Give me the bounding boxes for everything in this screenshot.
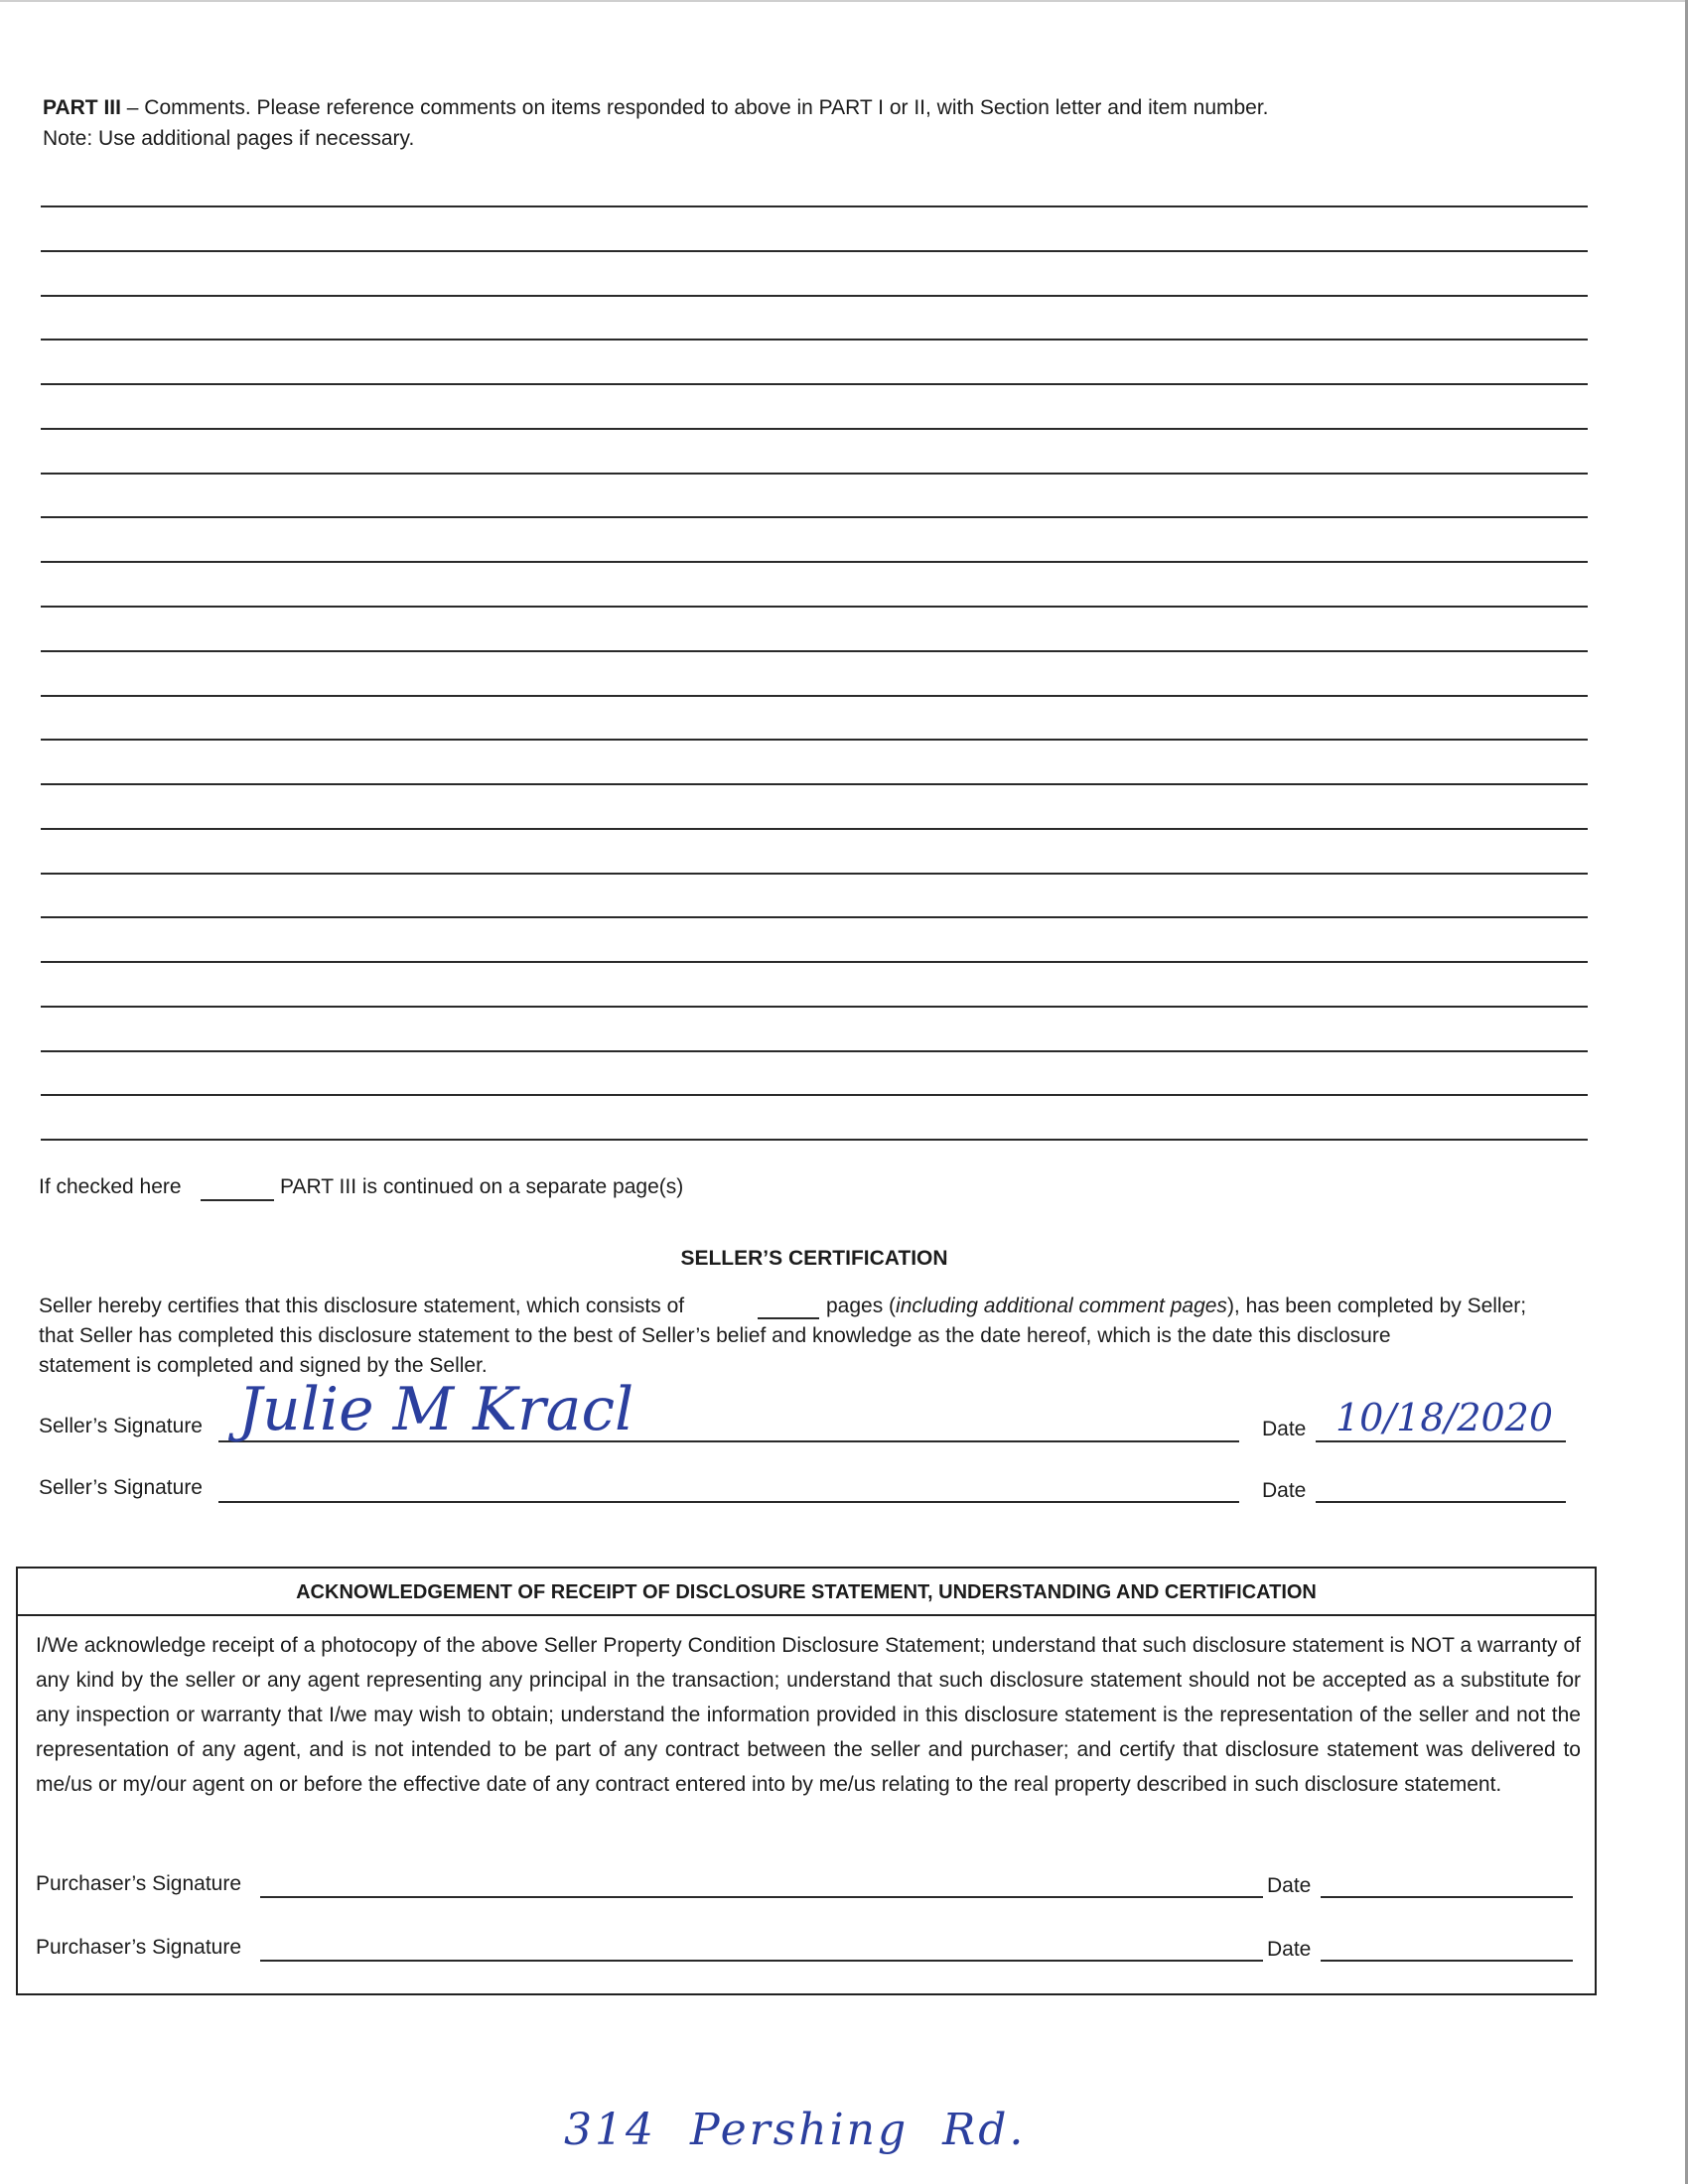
comment-line[interactable] bbox=[41, 695, 1588, 697]
comment-line[interactable] bbox=[41, 1050, 1588, 1052]
comment-line[interactable] bbox=[41, 783, 1588, 785]
certification-line-2: that Seller has completed this disclosure statement to the best of Seller’s belief and knowledge as the date hereof, which is the date this disclosure bbox=[39, 1324, 1391, 1347]
continuation-prefix: If checked here bbox=[39, 1175, 182, 1198]
certification-text-a: Seller hereby certifies that this disclosure statement, which consists of bbox=[39, 1295, 685, 1317]
comment-line[interactable] bbox=[41, 205, 1588, 207]
comment-line[interactable] bbox=[41, 250, 1588, 252]
part3-label: PART III bbox=[43, 96, 121, 119]
comment-line[interactable] bbox=[41, 516, 1588, 518]
certification-text-b: pages ( bbox=[826, 1295, 897, 1317]
seller-signature-label: Seller’s Signature bbox=[39, 1415, 203, 1437]
seller-signature-field-2[interactable] bbox=[218, 1501, 1239, 1503]
comment-line[interactable] bbox=[41, 1094, 1588, 1096]
seller-signature-handwritten: Julie M Kracl bbox=[238, 1375, 634, 1444]
comment-line[interactable] bbox=[41, 473, 1588, 475]
comment-line[interactable] bbox=[41, 606, 1588, 608]
certification-line-1b bbox=[826, 1293, 1526, 1320]
handwritten-address: 314 Pershing Rd. bbox=[564, 2105, 1027, 2155]
comment-line[interactable] bbox=[41, 650, 1588, 652]
certification-line-1 bbox=[39, 1293, 684, 1320]
comment-line[interactable] bbox=[41, 428, 1588, 430]
seller-date-label-2: Date bbox=[1262, 1479, 1307, 1502]
purchaser-date-label-2: Date bbox=[1267, 1938, 1312, 1961]
part3-note: Note: Use additional pages if necessary. bbox=[43, 127, 415, 150]
scan-top-edge bbox=[0, 0, 1688, 2]
comment-line[interactable] bbox=[41, 961, 1588, 963]
seller-date-field[interactable] bbox=[1316, 1440, 1566, 1442]
comment-line[interactable] bbox=[41, 873, 1588, 875]
part3-heading bbox=[43, 94, 1269, 122]
certification-text-c: ), has been completed by Seller; bbox=[1226, 1295, 1527, 1317]
seller-date-handwritten: 10/18/2020 bbox=[1336, 1396, 1554, 1439]
comment-line[interactable] bbox=[41, 1139, 1588, 1141]
purchaser-signature-label-2: Purchaser’s Signature bbox=[36, 1936, 242, 1959]
purchaser-date-field-2[interactable] bbox=[1321, 1960, 1573, 1962]
purchaser-signature-field-2[interactable] bbox=[260, 1960, 1263, 1962]
acknowledgement-box bbox=[16, 1567, 1597, 1995]
comment-line[interactable] bbox=[41, 916, 1588, 918]
certification-line-3: statement is completed and signed by the Seller. bbox=[39, 1354, 488, 1377]
purchaser-date-label: Date bbox=[1267, 1874, 1312, 1897]
part3-instructions: – Comments. Please reference comments on items responded to above in PART I or II, with Section letter and item number. bbox=[120, 96, 1269, 119]
seller-certification-heading: SELLER’S CERTIFICATION bbox=[680, 1247, 948, 1270]
comment-line[interactable] bbox=[41, 1006, 1588, 1008]
acknowledgement-body: I/We acknowledge receipt of a photocopy of the above Seller Property Condition Disclosure Statement; understand that such disclosure statement is NOT a warranty of any kind by the seller or any agent representing any principal in the transaction; understand that such disclosure statement should not be accepted as a substitute for any inspection or warranty that I/we may wish to obtain; understand the information provided in this disclosure statement is the representation of the seller and not the representation of any agent, and is not intended to be part of any contract between the seller and purchaser; and certify that disclosure statement was delivered to me/us or my/our agent on or before the effective date of any contract entered into by me/us relating to the real property described in such disclosure statement. bbox=[36, 1634, 1581, 1796]
seller-date-label: Date bbox=[1262, 1418, 1307, 1440]
comment-line[interactable] bbox=[41, 295, 1588, 297]
certification-text-italic: including additional comment pages bbox=[896, 1295, 1227, 1317]
comment-line[interactable] bbox=[41, 339, 1588, 341]
comment-line[interactable] bbox=[41, 561, 1588, 563]
purchaser-signature-field[interactable] bbox=[260, 1896, 1263, 1898]
continuation-check-field[interactable] bbox=[201, 1199, 274, 1201]
continuation-suffix: PART III is continued on a separate page(s) bbox=[280, 1175, 684, 1198]
purchaser-signature-label: Purchaser’s Signature bbox=[36, 1872, 242, 1895]
purchaser-date-field[interactable] bbox=[1321, 1896, 1573, 1898]
comment-line[interactable] bbox=[41, 739, 1588, 741]
comment-line[interactable] bbox=[41, 828, 1588, 830]
seller-date-field-2[interactable] bbox=[1316, 1501, 1566, 1503]
comment-line[interactable] bbox=[41, 383, 1588, 385]
acknowledgement-title: ACKNOWLEDGEMENT OF RECEIPT OF DISCLOSURE STATEMENT, UNDERSTANDING AND CERTIFICATION bbox=[18, 1569, 1595, 1616]
page-count-field[interactable] bbox=[758, 1317, 819, 1319]
seller-signature-label-2: Seller’s Signature bbox=[39, 1476, 203, 1499]
